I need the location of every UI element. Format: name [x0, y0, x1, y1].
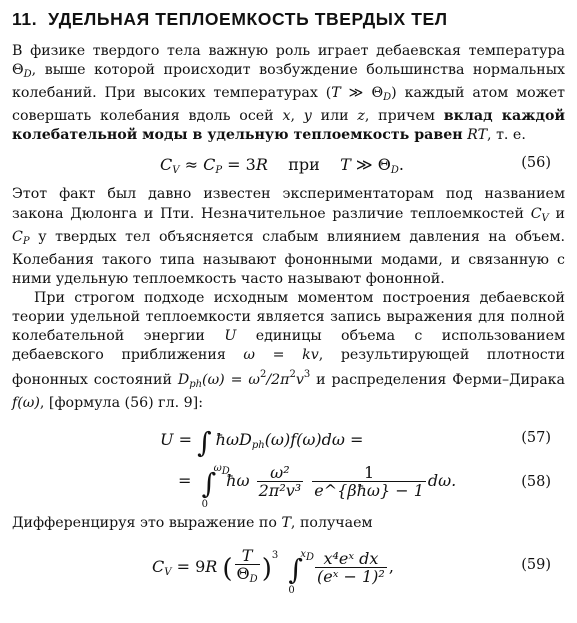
- text: и: [548, 205, 566, 222]
- page: [12, 8, 565, 597]
- theta-symbol: Θ: [236, 563, 250, 583]
- integral-sign: ∫: [197, 425, 212, 459]
- var-T: T: [331, 85, 341, 102]
- text: В физике твердого тела важную роль играет дебаевская температура: [12, 43, 565, 59]
- formula: ħωD: [215, 429, 252, 449]
- var-y: y: [303, 108, 312, 125]
- equation-body: [178, 462, 457, 510]
- subscript: P: [215, 165, 223, 177]
- var-R: R: [255, 155, 268, 175]
- denominator: [235, 565, 260, 588]
- var-C: C: [12, 228, 23, 245]
- var-C: C: [530, 205, 542, 222]
- fraction: [315, 550, 387, 585]
- numerator: x⁴eˣ dx: [315, 550, 387, 568]
- var-z: z: [357, 108, 365, 125]
- theta-symbol: Θ: [12, 62, 24, 79]
- op: ≫: [350, 155, 378, 175]
- equation-59: [12, 537, 565, 597]
- lower-limit: 0: [288, 584, 295, 596]
- denominator: 2π²v³: [258, 480, 302, 500]
- text: Этот факт был давно известен экспериментаторам под названием закона Дюлонга и Пти. Незначительное различие теплоемкостей: [12, 186, 565, 222]
- text: при: [288, 155, 320, 175]
- subscript: D: [23, 69, 32, 81]
- equation-body: [152, 545, 394, 596]
- op: =: [178, 470, 192, 490]
- equation-number: (58): [521, 473, 551, 490]
- paragraph-intro: [12, 42, 565, 145]
- equation-number: (59): [521, 556, 551, 573]
- subscript: ph: [189, 379, 203, 391]
- text: , получаем: [290, 514, 373, 531]
- var-U: U: [160, 429, 174, 449]
- section-heading: [12, 8, 565, 30]
- var-v: v: [295, 372, 304, 389]
- text: единицы объема с использованием дебаевского приближения: [12, 328, 566, 364]
- var-D: D: [177, 372, 190, 389]
- equation-number: (56): [521, 155, 551, 172]
- subscript: V: [172, 165, 180, 177]
- superscript: 2: [259, 369, 267, 381]
- subscript: D: [221, 465, 230, 477]
- upper-limit: [300, 549, 314, 563]
- subscript: D: [249, 573, 258, 585]
- subscript: P: [22, 235, 30, 247]
- lower-limit: 0: [201, 498, 208, 510]
- text: , результирующей плотности фононных состояний: [12, 347, 565, 389]
- integral: [288, 548, 315, 596]
- var-RT: RT: [467, 127, 488, 144]
- formula: dω.: [427, 470, 457, 490]
- paren-open: (: [222, 553, 233, 584]
- theta-symbol: Θ: [377, 155, 391, 175]
- equation-56: [12, 151, 565, 181]
- subscript: D: [306, 551, 315, 563]
- upper-limit: [214, 463, 230, 477]
- var-x: x: [282, 108, 291, 125]
- section-title: УДЕЛЬНАЯ ТЕПЛОЕМКОСТЬ ТВЕРДЫХ ТЕЛ: [48, 9, 448, 29]
- text: .: [398, 155, 404, 175]
- fraction: [257, 464, 304, 499]
- op: ≈: [179, 155, 204, 175]
- paragraph-differentiate: [12, 514, 565, 533]
- var-T: T: [340, 155, 351, 175]
- formula: ħω: [226, 470, 250, 490]
- text: , т. е.: [487, 127, 526, 144]
- text: , выше которой происходит возбуждение большинства нормальных колебаний. При высоких температурах (: [12, 62, 565, 102]
- text: ,: [388, 556, 394, 576]
- limit-var: ω: [213, 462, 222, 474]
- formula: f(ω): [12, 395, 40, 412]
- var-C: C: [160, 155, 173, 175]
- integral: [201, 462, 230, 510]
- var-C: C: [203, 155, 216, 175]
- numerator: ω²: [257, 464, 304, 482]
- numerator: T: [235, 547, 260, 565]
- text: , [формула (56) гл. 9]:: [39, 395, 203, 412]
- formula: ω = kv: [243, 347, 319, 364]
- integral-sign: ∫: [288, 552, 303, 586]
- text: у твердых тел объясняется слабым влиянием давления на объем. Колебания такого типа называют фононными модами, и связанную с ними удельную теплоемкость часто называют фононной.: [12, 228, 565, 287]
- var-C: C: [152, 556, 165, 576]
- section-number: 11.: [12, 9, 38, 29]
- denominator: e^{βħω} − 1: [314, 480, 424, 500]
- paragraph-dulong-petit: [12, 185, 565, 288]
- text: ,: [290, 108, 304, 125]
- op: =: [173, 429, 198, 449]
- subscript: V: [164, 566, 172, 578]
- paren-close: ): [261, 553, 272, 584]
- bold-text: вклад каждой колебательной моды в удельную теплоемкость равен: [12, 108, 565, 144]
- text: При строгом подходе исходным моментом построения дебаевской теории удельной теплоемкости является запись выражения для полной колебательной энергии: [12, 289, 565, 345]
- fraction: [312, 464, 426, 499]
- text: и распределения Ферми–Дирака: [310, 372, 565, 389]
- formula: /2π: [266, 372, 290, 389]
- equation-57: [12, 422, 565, 459]
- text: ) каждый атом может совершать колебания вдоль осей: [12, 85, 566, 125]
- denominator: (eˣ − 1)²: [317, 566, 385, 586]
- text: или: [311, 108, 358, 125]
- paragraph-debye: [12, 289, 565, 414]
- subscript: ph: [251, 439, 265, 451]
- op: ≫: [340, 85, 372, 102]
- op: = 9: [171, 556, 206, 576]
- text: Дифференцируя это выражение по: [12, 514, 282, 531]
- var-T: T: [281, 514, 291, 531]
- superscript: 3: [303, 369, 311, 381]
- var-R: R: [205, 556, 218, 576]
- subscript: D: [390, 165, 399, 177]
- fraction: [235, 547, 260, 588]
- formula: (ω) = ω: [202, 372, 260, 389]
- exponent: 3: [271, 549, 279, 561]
- equation-58: [12, 456, 565, 508]
- equation-body: [160, 426, 363, 459]
- limit-var: x: [300, 548, 307, 560]
- formula: (ω)f(ω)dω =: [264, 429, 364, 449]
- subscript: V: [541, 212, 549, 224]
- var-U: U: [224, 328, 237, 345]
- subscript: D: [383, 92, 392, 104]
- equation-body: [160, 155, 404, 176]
- op: = 3: [222, 155, 256, 175]
- superscript: 2: [289, 369, 296, 381]
- integral-sign: ∫: [201, 466, 217, 500]
- equation-number: (57): [521, 429, 551, 446]
- numerator: 1: [312, 464, 426, 482]
- text: , причем: [364, 108, 444, 125]
- theta-symbol: Θ: [371, 85, 384, 102]
